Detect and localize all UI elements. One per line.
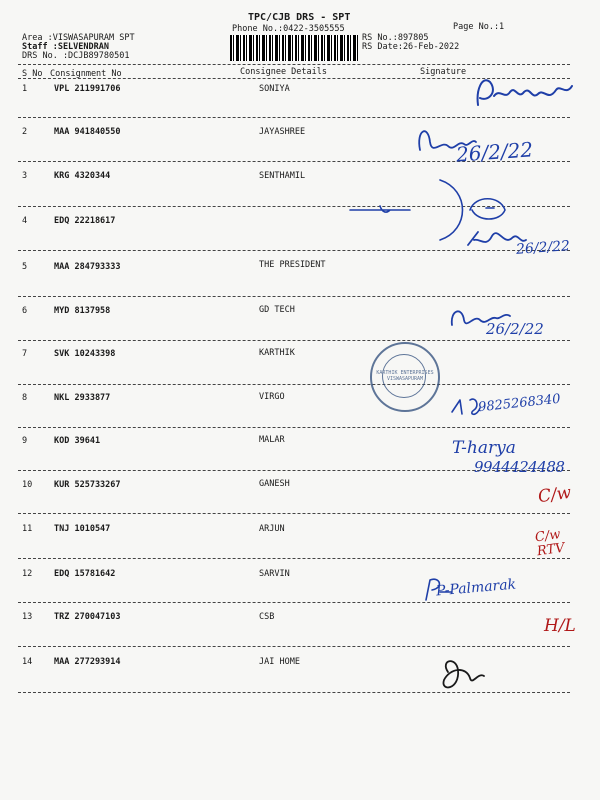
row-consignment: TRZ 270047103 — [54, 612, 121, 622]
row-sno: 8 — [22, 393, 28, 403]
row-sno: 4 — [22, 216, 28, 226]
column-header-consignment: Consignment No — [50, 69, 122, 79]
rubber-stamp — [370, 342, 440, 412]
page-number: Page No.:1 — [453, 22, 505, 32]
row-sno: 9 — [22, 436, 28, 446]
row-consignee: MALAR — [259, 435, 285, 445]
row-consignee: ARJUN — [259, 524, 285, 534]
row-sno: 6 — [22, 306, 28, 316]
row-sno: 7 — [22, 349, 28, 359]
signature-row-14 — [443, 661, 484, 687]
row-consignment: MYD 8137958 — [54, 306, 111, 316]
column-header-consignee: Consignee Details — [240, 67, 327, 77]
handwritten-date-row-6: 26/2/22 — [486, 320, 544, 338]
rs-date: RS Date:26-Feb-2022 — [362, 42, 460, 52]
area-label: Area :VISWASAPURAM SPT — [22, 33, 135, 43]
row-consignee: KARTHIK — [259, 348, 295, 358]
row-sno: 2 — [22, 127, 28, 137]
column-header-sno: S No — [22, 69, 43, 79]
drs-number: DRS No. :DCJB89780501 — [22, 51, 130, 61]
row-consignment: KRG 4320344 — [54, 171, 111, 181]
row-consignee: GANESH — [259, 479, 290, 489]
row-consignment: KUR 525733267 — [54, 480, 121, 490]
handwritten-name-row-9: T-harya — [452, 438, 516, 458]
row-consignee: JAYASHREE — [259, 127, 306, 137]
signature-row-8 — [452, 399, 480, 414]
row-consignee: SONIYA — [259, 84, 290, 94]
row-consignee: JAI HOME — [259, 657, 300, 667]
column-header-signature: Signature — [420, 67, 467, 77]
row-consignee: GD TECH — [259, 305, 295, 315]
row-consignment: MAA 277293914 — [54, 657, 121, 667]
row-consignment: TNJ 1010547 — [54, 524, 111, 534]
signature-row-3 — [350, 180, 505, 240]
stamp-text: KARTHIK ENTERPRISES VISWASAPURAM — [376, 370, 434, 382]
signature-row-1 — [478, 80, 572, 105]
document-title: TPC/CJB DRS - SPT — [248, 12, 351, 23]
rs-number: RS No.:897805 — [362, 33, 429, 43]
row-sno: 5 — [22, 262, 28, 272]
row-consignee: THE PRESIDENT — [259, 260, 326, 270]
row-sno: 10 — [22, 480, 33, 490]
staff-label: Staff :SELVENDRAN — [22, 42, 109, 52]
row-consignment: KOD 39641 — [54, 436, 101, 446]
row-sno: 11 — [22, 524, 33, 534]
row-consignment: SVK 10243398 — [54, 349, 116, 359]
handwritten-date-row-2: 26/2/22 — [455, 137, 534, 167]
phone-number: Phone No.:0422-3505555 — [232, 24, 345, 34]
handwritten-phone-row-8: 9825268340 — [477, 391, 562, 416]
handwritten-phone-row-9: 9944424488 — [474, 458, 565, 476]
row-consignment: NKL 2933877 — [54, 393, 111, 403]
row-sno: 12 — [22, 569, 33, 579]
row-consignment: VPL 211991706 — [54, 84, 121, 94]
row-consignee: VIRGO — [259, 392, 285, 402]
row-consignee: CSB — [259, 612, 275, 622]
handwritten-date-row-4: 26/2/22 — [515, 238, 571, 258]
handwritten-mark-row-13: H/L — [544, 616, 576, 636]
handwritten-mark-row-10: C/w — [536, 482, 573, 508]
row-consignee: SARVIN — [259, 569, 290, 579]
row-sno: 3 — [22, 171, 28, 181]
row-sno: 14 — [22, 657, 33, 667]
row-consignment: EDQ 15781642 — [54, 569, 116, 579]
row-consignment: EDQ 22218617 — [54, 216, 116, 226]
handwritten-mark-row-11: C/w RTV — [534, 527, 566, 560]
row-consignee: SENTHAMIL — [259, 171, 306, 181]
row-sno: 1 — [22, 84, 28, 94]
row-consignment: MAA 284793333 — [54, 262, 121, 272]
row-sno: 13 — [22, 612, 33, 622]
row-consignment: MAA 941840550 — [54, 127, 121, 137]
handwritten-name-row-12: P-Palmarak — [435, 576, 517, 600]
